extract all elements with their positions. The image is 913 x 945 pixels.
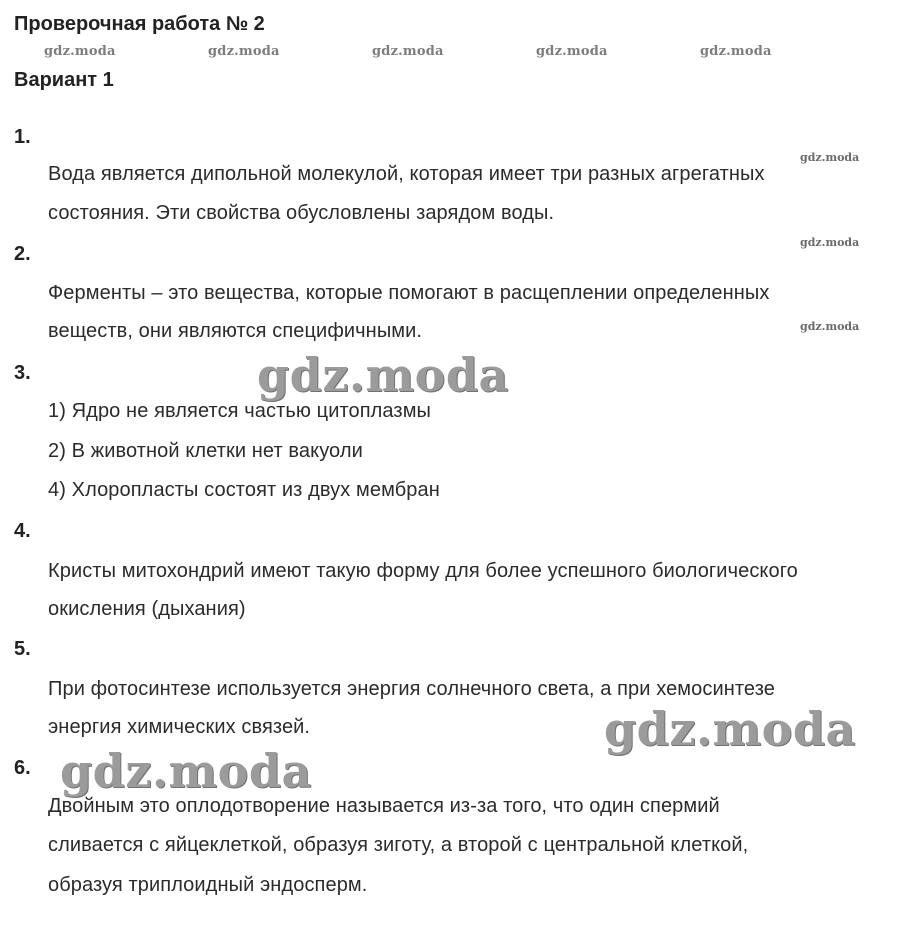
answer-6-line-1: Двойным это оплодотворение называется из-за того, что один спермий <box>48 795 720 817</box>
answer-5-line-1: При фотосинтезе используется энергия солнечного света, а при хемосинтезе <box>48 678 775 700</box>
answer-6-line-2: сливается с яйцеклеткой, образуя зиготу, а второй с центральной клеткой, <box>48 834 749 856</box>
answer-6-line-3: образуя триплоидный эндосперм. <box>48 874 368 896</box>
watermark-small: gdz.moda <box>700 44 772 59</box>
question-number-6: 6. <box>14 757 31 779</box>
answer-2-line-2: веществ, они являются специфичными. <box>48 320 423 342</box>
page-title: Проверочная работа № 2 <box>14 13 265 35</box>
question-number-1: 1. <box>14 126 31 148</box>
answer-5-line-2: энергия химических связей. <box>48 716 311 738</box>
watermark-large: gdz.moda <box>257 348 509 402</box>
watermark-tiny: gdz.moda <box>800 320 860 333</box>
answer-3-line-1: 1) Ядро не является частью цитоплазмы <box>48 400 432 422</box>
watermark-small: gdz.moda <box>208 44 280 59</box>
question-number-3: 3. <box>14 362 31 384</box>
question-number-5: 5. <box>14 638 31 660</box>
question-number-4: 4. <box>14 520 31 542</box>
watermark-tiny: gdz.moda <box>800 151 860 164</box>
question-number-2: 2. <box>14 243 31 265</box>
watermark-small: gdz.moda <box>372 44 444 59</box>
answer-1-line-2: состояния. Эти свойства обусловлены зарядом воды. <box>48 202 555 224</box>
answer-3-line-2: 2) В животной клетки нет вакуоли <box>48 440 363 462</box>
variant-heading: Вариант 1 <box>14 69 114 91</box>
watermark-tiny: gdz.moda <box>800 236 860 249</box>
answer-2-line-1: Ферменты – это вещества, которые помогают в расщеплении определенных <box>48 282 770 304</box>
watermark-small: gdz.moda <box>44 44 116 59</box>
watermark-small: gdz.moda <box>536 44 608 59</box>
answer-3-line-3: 4) Хлоропласты состоят из двух мембран <box>48 479 440 501</box>
answer-4-line-2: окисления (дыхания) <box>48 598 246 620</box>
watermark-large: gdz.moda <box>604 702 856 756</box>
watermark-large: gdz.moda <box>60 744 312 798</box>
answer-4-line-1: Кристы митохондрий имеют такую форму для более успешного биологического <box>48 560 798 582</box>
answer-1-line-1: Вода является дипольной молекулой, которая имеет три разных агрегатных <box>48 163 765 185</box>
